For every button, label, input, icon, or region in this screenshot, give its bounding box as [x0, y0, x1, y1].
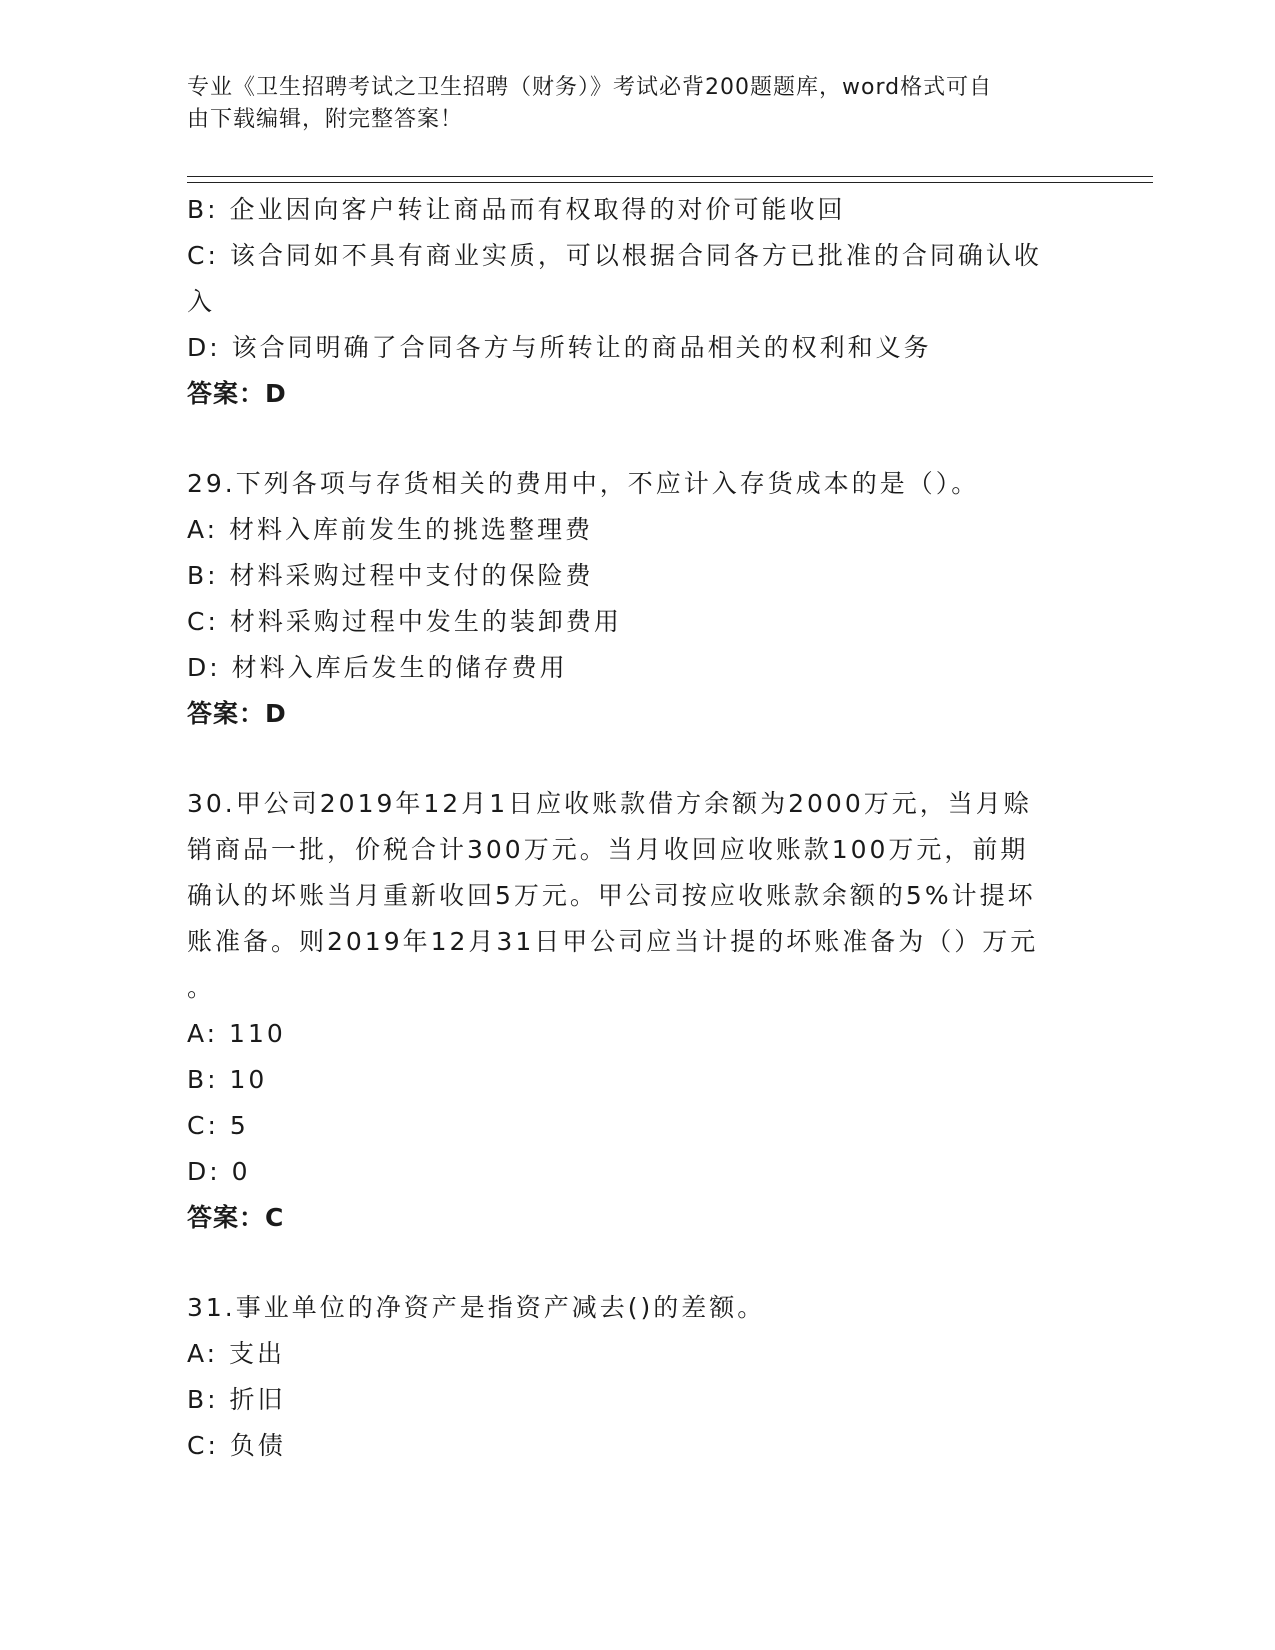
header-divider-top — [187, 176, 1153, 177]
option-a: A: 110 — [187, 1019, 286, 1048]
header-divider-bottom — [187, 182, 1153, 183]
option-d: D: 该合同明确了合同各方与所转让的商品相关的权利和义务 — [187, 333, 932, 362]
option-b: B: 材料采购过程中支付的保险费 — [187, 561, 594, 590]
question-31 — [187, 1285, 1087, 1469]
question-text-line-2: 销商品一批，价税合计300万元。当月收回应收账款100万元，前期 — [187, 835, 1029, 864]
question-30 — [187, 781, 1087, 1241]
question-text-line-3: 确认的坏账当月重新收回5万元。甲公司按应收账款余额的5%计提坏 — [187, 881, 1036, 910]
option-c: C: 该合同如不具有商业实质，可以根据合同各方已批准的合同确认收 — [187, 241, 1042, 270]
question-text: 29.下列各项与存货相关的费用中，不应计入存货成本的是（）。 — [187, 469, 980, 498]
option-b: B: 企业因向客户转让商品而有权取得的对价可能收回 — [187, 195, 846, 224]
header-line-2: 由下载编辑，附完整答案！ — [187, 107, 464, 132]
question-text-line-4: 账准备。则2019年12月31日甲公司应当计提的坏账准备为（）万元 — [187, 927, 1039, 956]
option-b: B: 10 — [187, 1065, 268, 1094]
header-line-1: 专业《卫生招聘考试之卫生招聘（财务）》考试必背200题题库，word格式可自 — [187, 75, 993, 100]
option-d: D: 材料入库后发生的储存费用 — [187, 653, 568, 682]
answer: 答案：D — [187, 379, 287, 408]
answer: 答案：D — [187, 699, 287, 728]
document-header — [187, 72, 1067, 136]
question-28 — [187, 187, 1087, 417]
option-a: A: 材料入库前发生的挑选整理费 — [187, 515, 594, 544]
option-c: C: 材料采购过程中发生的装卸费用 — [187, 607, 622, 636]
option-c: C: 5 — [187, 1111, 249, 1140]
option-b: B: 折旧 — [187, 1385, 286, 1414]
answer: 答案：C — [187, 1203, 285, 1232]
question-text: 31.事业单位的净资产是指资产减去()的差额。 — [187, 1293, 766, 1322]
option-a: A: 支出 — [187, 1339, 286, 1368]
question-text-line-1: 30.甲公司2019年12月1日应收账款借方余额为2000万元，当月赊 — [187, 789, 1032, 818]
option-c-continued: 入 — [187, 287, 216, 316]
option-d: D: 0 — [187, 1157, 251, 1186]
question-text-line-5: 。 — [187, 973, 216, 1002]
option-c: C: 负债 — [187, 1431, 286, 1460]
question-29 — [187, 461, 1087, 737]
question-list — [187, 187, 1087, 1469]
